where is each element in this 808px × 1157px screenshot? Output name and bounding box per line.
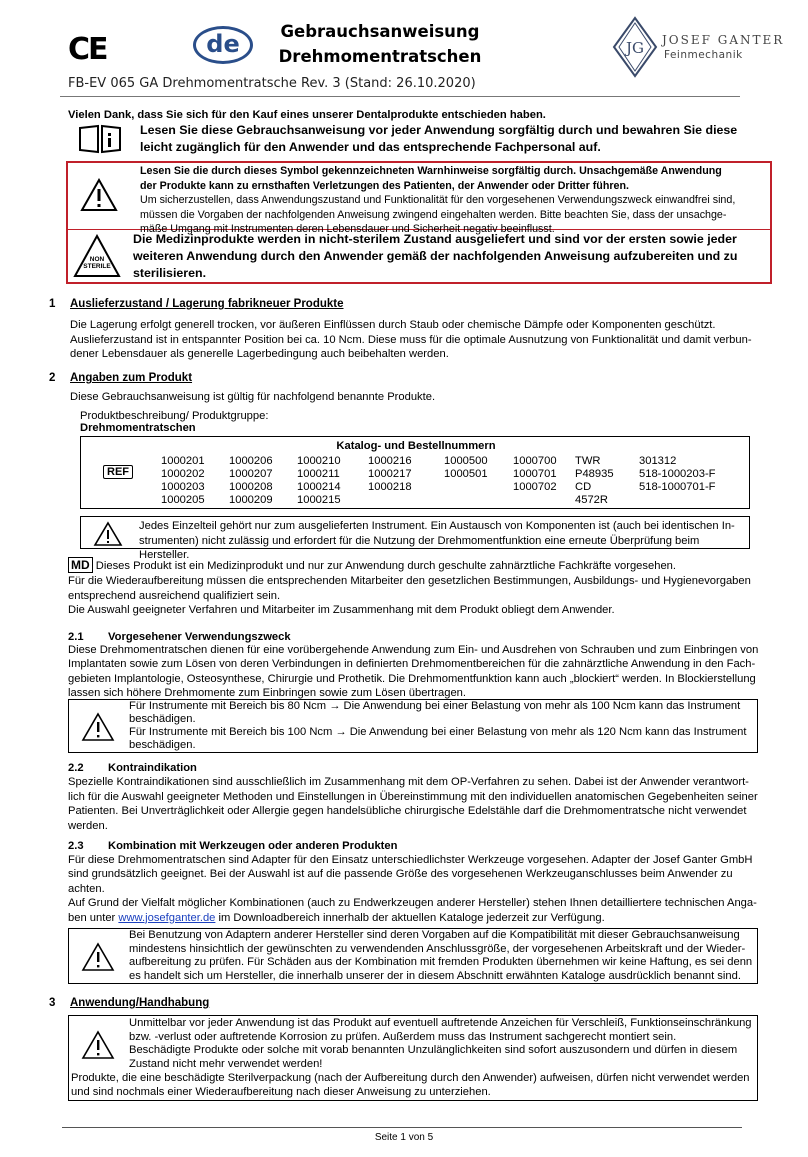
catalog-table (80, 436, 750, 509)
section-2-1-body (68, 643, 758, 701)
warning-line: Lesen Sie die durch dieses Symbol gekennzeichneten Warnhinweise sorgfältig durch. Unsachgemäße Anwendung (140, 165, 722, 177)
non-sterile-line: Die Medizinprodukte werden in nicht-sterilem Zustand ausgeliefert und sind vor der ersten sowie jeder (133, 232, 737, 246)
header-divider (60, 96, 740, 97)
warning-icon (80, 178, 118, 212)
component-warning-box (80, 516, 750, 561)
section-1-number: 1 (49, 298, 56, 310)
catalog-cell: 1000700 (513, 455, 557, 467)
catalog-table-title: Katalog- und Bestellnummern (336, 440, 496, 452)
paragraph-line: Auslieferzustand ist in entspannter Position bei ca. 10 Ncm. Diese muss für die optimale Ausnutzung von Funktionalität und damit verbun- (70, 333, 752, 346)
adapter-warning-text (129, 929, 755, 983)
page-number: Seite 1 von 5 (374, 1132, 434, 1143)
read-line-1: Lesen Sie diese Gebrauchsanweisung vor jeder Anwendung sorgfältig durch und bewahren Sie diese (140, 123, 738, 137)
catalog-cell: 1000218 (368, 481, 412, 493)
warning-icon (81, 942, 115, 972)
brand-name: JOSEF GANTER (662, 33, 785, 47)
warning-line: müssen die Vorgaben der nachfolgenden Anweisung zwingend eingehalten werden. Bitte beachten Sie, dass der unsachge- (140, 208, 727, 221)
component-warning-text (139, 519, 747, 563)
non-sterile-line: sterilisieren. (133, 266, 207, 280)
warning-line: beschädigen. (129, 713, 196, 725)
paragraph-line: gebieten Implantologie, Osteosynthese, Chirurgie und Prothetik. Die Drehmomentfunktion kann auch „blockiert“ werden. In Blockierstellung (68, 672, 756, 685)
catalog-cell: P48935 (575, 468, 614, 480)
catalog-cell: 1000209 (229, 494, 273, 506)
section-2-3-number: 2.3 (68, 840, 84, 852)
catalog-cell: 1000702 (513, 481, 557, 493)
warning-line: bzw. -verlust oder auftretende Korrosion zu prüfen. Außerdem muss das Instrument sachgerecht montiert sein. (129, 1030, 677, 1043)
warning-line: mindestens hinsichtlich der gewünschten zu verwendenden Anschlussgröße, der vorgesehenen Arbeitskraft und der Wieder- (129, 942, 746, 955)
brand-subtitle: Feinmechanik (664, 49, 743, 61)
section-3-number: 3 (49, 997, 56, 1009)
de-logo: de (193, 26, 253, 64)
catalog-cell: 1000216 (368, 455, 412, 467)
torque-warning-text (129, 700, 746, 752)
warning-line: Beschädigte Produkte oder solche mit vorab benannten Unzulänglichkeiten sind sofort auszusondern und dürfen in diesem (129, 1044, 738, 1056)
paragraph-line: dener Lebensdauer als generelle Lagerbedingung auch beibehalten werden. (70, 348, 449, 360)
md-line (68, 558, 758, 574)
ref-badge: REF (103, 465, 133, 479)
usage-warning-text-2 (71, 1072, 757, 1099)
warning-line: strumenten) nicht zulässig und erfordert für die Nutzung der Drehmomentfunktion eine erneute Überprüfung beim Hersteller. (139, 534, 700, 561)
section-2-3-title: Kombination mit Werkzeugen oder anderen Produkten (108, 840, 398, 852)
document-reference: FB-EV 065 GA Drehmomentratsche Rev. 3 (Stand: 26.10.2020) (68, 76, 476, 91)
warning-line: Unmittelbar vor jeder Anwendung ist das Produkt auf eventuell auftretende Anzeichen für Verschleiß, Funktionseinschränkung (129, 1017, 752, 1029)
warning-line: aufbereitung zu prüfen. Für Schäden aus der Kombination mit fremden Produkten übernehmen wir keine Haftung, es sei denn (129, 956, 753, 968)
adapter-warning-box (68, 928, 758, 984)
paragraph-line: entsprechend ausreichend qualifiziert sein. (68, 589, 281, 602)
section-2-1-number: 2.1 (68, 631, 84, 643)
catalog-cell: CD (575, 481, 592, 493)
catalog-cell: 1000202 (161, 468, 205, 480)
section-3-title: Anwendung/Handhabung (70, 997, 210, 1009)
read-instructions (140, 122, 737, 156)
md-text: Dieses Produkt ist ein Medizinprodukt und nur zur Anwendung durch geschulte zahnärztliche Fachkräfte vorgesehen. (95, 560, 676, 572)
warning-line: und sind nochmals einer Wiederaufbereitung nach dieser Anweisung zu unterziehen. (71, 1085, 491, 1098)
section-2-notes (68, 558, 758, 618)
catalog-cell: 1000203 (161, 481, 205, 493)
non-sterile-word: STERILE (83, 263, 111, 270)
paragraph-line: Für diese Drehmomentratschen sind Adapter für den Einsatz unterschiedlichster Werkzeuge vorgesehen. Adapter der Josef Ganter GmbH (68, 854, 753, 866)
page-title (260, 19, 500, 69)
section-2-2-number: 2.2 (68, 762, 84, 774)
section-1-title: Auslieferzustand / Lagerung fabrikneuer Produkte (70, 298, 344, 310)
non-sterile-word: NON (89, 256, 105, 263)
catalog-cell: 1000211 (297, 468, 340, 480)
warning-line: Produkte, die eine beschädigte Sterilverpackung (nach der Aufbereitung durch den Anwender) aufweisen, dürfen nicht verwendet werden (71, 1072, 750, 1084)
section-1-body (70, 318, 752, 362)
warning-line: Bei Benutzung von Adaptern anderer Hersteller sind deren Vorgaben auf die Kompatibilität mit dieser Gebrauchsanweisung (129, 929, 740, 941)
catalog-cell: 518-1000203-F (639, 468, 716, 480)
catalog-cell: 1000210 (297, 455, 341, 467)
warning-icon (81, 1030, 115, 1060)
section-2-2-title: Kontraindikation (108, 762, 197, 774)
paragraph-line: Patienten. Bei Unverträglichkeit oder Allergie gegen handelsübliche chirurgische Edelstähle darf die Drehmomentratsche nicht verwendet (68, 805, 747, 818)
md-badge: MD (68, 557, 93, 573)
warning-icon (93, 521, 123, 547)
paragraph-line: Implantaten sowie zum Lösen von deren Verbindungen in definierten Drehmomentbereichen für die zahnärztliche Anwendung in den Fach- (68, 658, 756, 671)
catalog-cell: 1000207 (229, 468, 273, 480)
product-group-name: Drehmomentratschen (80, 422, 196, 434)
section-2-3-body (68, 853, 757, 925)
warning-line: Zustand nicht mehr verwendet werden! (129, 1057, 323, 1070)
warning-icon (81, 712, 115, 742)
paragraph-line: Die Lagerung erfolgt generell trocken, vor äußeren Einflüssen durch Staub oder chemische Dämpfe oder Komponenten geschützt. (70, 319, 716, 331)
torque-warning-box (68, 699, 758, 753)
section-2-intro: Diese Gebrauchsanweisung ist gültig für nachfolgend benannte Produkte. (70, 391, 436, 403)
section-2-title: Angaben zum Produkt (70, 372, 193, 384)
website-link[interactable]: www.josefganter.de (118, 911, 216, 924)
non-sterile-line: weiteren Anwendung durch den Anwender gemäß der nachfolgenden Anweisung aufzubereiten und zu (133, 249, 738, 263)
usage-warning-box (68, 1015, 758, 1101)
warning-line: Jedes Einzelteil gehört nur zum ausgelieferten Instrument. Ein Austausch von Komponenten ist (auch bei identischen In- (139, 520, 735, 532)
text-span: im Downloadbereich innerhalb der aktuellen Kataloge jederzeit zur Verfügung. (215, 911, 605, 924)
paragraph-line (68, 911, 757, 925)
paragraph-line: achten. (68, 882, 105, 895)
catalog-cell: 518-1000701-F (639, 481, 716, 493)
usage-warning-text (129, 1017, 755, 1071)
read-line-2: leicht zugänglich für den Anwender und das entsprechende Fachpersonal auf. (140, 140, 601, 154)
catalog-cell: TWR (575, 455, 601, 467)
product-group-label: Produktbeschreibung/ Produktgruppe: (80, 410, 269, 422)
paragraph-line: Diese Drehmomentratschen dienen für eine vorübergehende Anwendung zum Ein- und Ausdrehen von Schrauben und zum Einbringen von (68, 644, 759, 656)
paragraph-line: lassen sich höhere Drehmomente zum Einbringen sowie zum Lösen übertragen. (68, 687, 466, 700)
non-sterile-label (73, 256, 121, 270)
warning-line: beschädigen. (129, 739, 196, 751)
paragraph-line: Auf Grund der Vielfalt möglicher Kombinationen (auch zu Endwerkzeugen anderer Hersteller) stehen Ihnen detailliertere technischen Anga- (68, 897, 757, 910)
catalog-cell: 1000501 (444, 468, 488, 480)
text-span: ben unter (68, 911, 119, 924)
svg-text:JG: JG (626, 39, 644, 57)
catalog-cell: 4572R (575, 494, 608, 506)
warning-line: Für Instrumente mit Bereich bis 100 Ncm → Die Anwendung bei einer Belastung von mehr als 120 Ncm kann das Instrument (129, 726, 747, 738)
catalog-cell: 301312 (639, 455, 677, 467)
paragraph-line: Spezielle Kontraindikationen sind ausschließlich im Zusammenhang mit dem OP-Verfahren zu sehen. Dabei ist der Anwender verantwort- (68, 776, 749, 788)
section-2-1-title: Vorgesehener Verwendungszweck (108, 631, 291, 643)
warning-text (140, 164, 735, 237)
catalog-cell: 1000208 (229, 481, 273, 493)
catalog-cell: 1000500 (444, 455, 488, 467)
paragraph-line: Die Auswahl geeigneter Verfahren und Mitarbeiter im Zusammenhang mit dem Produkt obliegt dem Anwender. (68, 604, 615, 617)
josef-ganter-logo-icon (612, 16, 658, 78)
catalog-cell: 1000205 (161, 494, 205, 506)
catalog-cell: 1000201 (161, 455, 205, 467)
warning-line: Um sicherzustellen, dass Anwendungszustand und Funktionalität für den vorgesehenen Verwendungszweck einwandfrei sind, (140, 194, 736, 207)
read-manual-icon (78, 124, 122, 154)
paragraph-line: sind grundsätzlich geeignet. Bei der Auswahl ist auf die passende Größe des vorgesehenen Werkzeuganschlusses beim Anwender zu (68, 868, 733, 881)
paragraph-line: werden. (68, 819, 108, 832)
warning-line: der Produkte kann zu ernsthaften Verletzungen des Patienten, der Anwender oder Dritter führen. (140, 179, 629, 192)
thanks-text: Vielen Dank, dass Sie sich für den Kauf eines unserer Dentalprodukte entschieden haben. (68, 109, 546, 121)
paragraph-line: lich für die Auswahl geeigneter Methoden und Einstellungen in Übereinstimmung mit den individuellen anatomischen Gegebenheiten seiner (68, 790, 758, 803)
non-sterile-text (133, 231, 769, 282)
section-2-number: 2 (49, 372, 56, 384)
footer-divider (62, 1127, 742, 1128)
catalog-cell: 1000214 (297, 481, 341, 493)
section-2-2-body (68, 775, 758, 833)
warning-line: mäße Umgang mit Instrumenten deren Lebensdauer und Sicherheit negativ beeinflusst. (140, 223, 555, 236)
catalog-cell: 1000215 (297, 494, 341, 506)
ce-mark: CE (68, 32, 107, 67)
paragraph-line: Für die Wiederaufbereitung müssen die entsprechenden Mitarbeiter den gesetzlichen Bestimmungen, Ausbildungs- und Hygienevorgaben (68, 574, 751, 587)
warning-line: es handelt sich um Hersteller, die innerhalb unserer der in diesem Abschnitt erwähnten Kataloge ausdrücklich benannt sind. (129, 969, 741, 982)
title-line-2: Drehmomentratschen (278, 47, 482, 66)
warning-line: Für Instrumente mit Bereich bis 80 Ncm → Die Anwendung bei einer Belastung von mehr als 100 Ncm kann das Instrument (129, 700, 741, 712)
catalog-cell: 1000206 (229, 455, 273, 467)
catalog-cell: 1000217 (368, 468, 412, 480)
catalog-cell: 1000701 (513, 468, 557, 480)
title-line-1: Gebrauchsanweisung (280, 22, 480, 41)
